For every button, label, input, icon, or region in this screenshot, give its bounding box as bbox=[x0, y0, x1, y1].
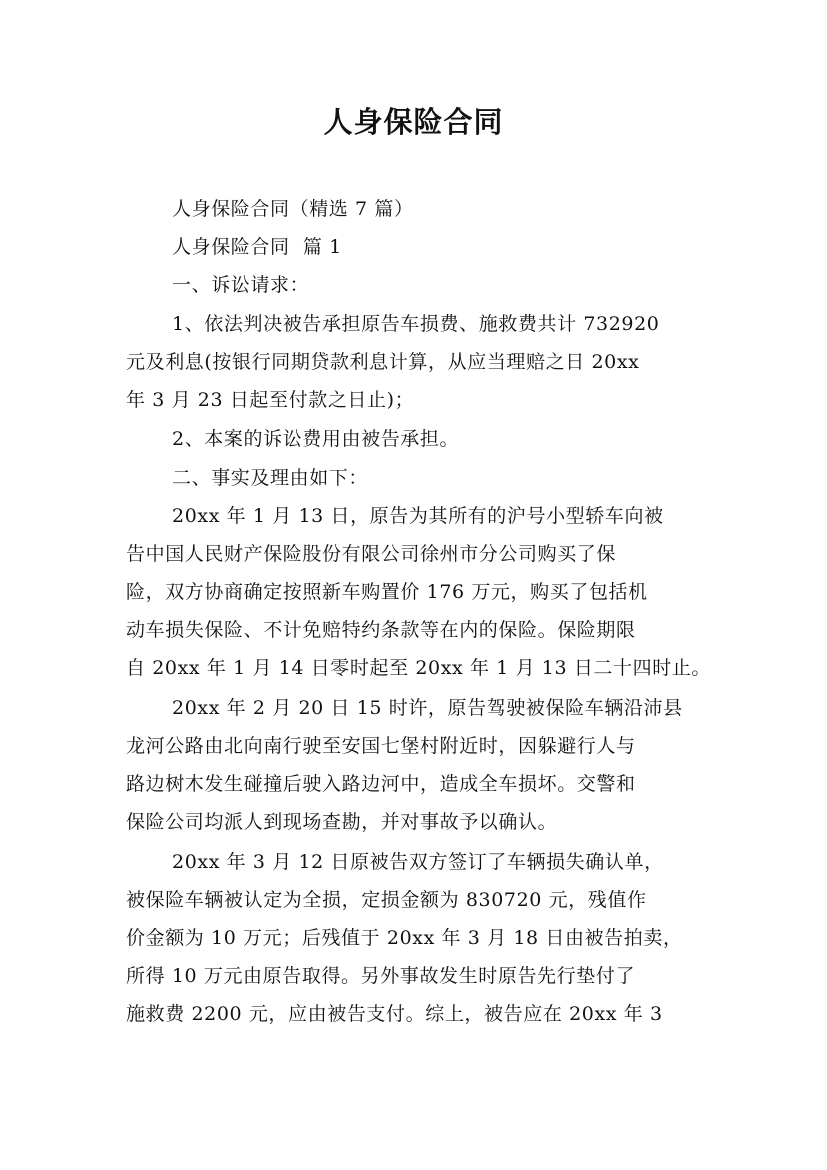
paragraph-claim-1 bbox=[126, 305, 702, 419]
text-line: 险，双方协商确定按照新车购置价 176 万元，购买了包括机 bbox=[126, 581, 648, 603]
text-line: 20xx 年 1 月 13 日，原告为其所有的沪号小型轿车向被 bbox=[172, 505, 664, 527]
text-line: 20xx 年 3 月 12 日原被告双方签订了车辆损失确认单， bbox=[172, 851, 664, 873]
text-line: 动车损失保险、不计免赔特约条款等在内的保险。保险期限 bbox=[126, 619, 636, 641]
text-line: 施救费 2200 元，应由被告支付。综上，被告应在 20xx 年 3 bbox=[126, 1003, 663, 1025]
paragraph-facts-1 bbox=[126, 497, 712, 687]
text-line: 人身保险合同 篇 1 bbox=[172, 236, 342, 258]
text-line: 保险公司均派人到现场查勘，并对事故予以确认。 bbox=[126, 811, 558, 833]
text-line: 龙河公路由北向南行驶至安国七堡村附近时，因躲避行人与 bbox=[126, 735, 636, 757]
text-line: 路边树木发生碰撞后驶入路边河中，造成全车损坏。交警和 bbox=[126, 773, 636, 795]
paragraph-claims-heading bbox=[126, 266, 702, 304]
paragraph-subtitle bbox=[126, 190, 702, 228]
text-line: 2、本案的诉讼费用由被告承担。 bbox=[172, 428, 460, 450]
text-line: 元及利息(按银行同期贷款利息计算，从应当理赔之日 20xx bbox=[126, 351, 640, 373]
text-line: 自 20xx 年 1 月 14 日零时起至 20xx 年 1 月 13 日二十四时止。 bbox=[126, 657, 712, 679]
paragraph-section-heading bbox=[126, 228, 702, 266]
text-line: 告中国人民财产保险股份有限公司徐州市分公司购买了保 bbox=[126, 543, 617, 565]
document-title: 人身保险合同 bbox=[323, 105, 504, 139]
paragraph-facts-3 bbox=[126, 843, 702, 1033]
text-line: 价金额为 10 万元；后残值于 20xx 年 3 月 18 日由被告拍卖， bbox=[126, 927, 683, 949]
text-line: 1、依法判决被告承担原告车损费、施救费共计 732920 bbox=[172, 313, 660, 335]
paragraph-facts-heading bbox=[126, 459, 702, 497]
text-line: 二、事实及理由如下： bbox=[172, 467, 369, 489]
text-line: 一、诉讼请求： bbox=[172, 274, 310, 296]
text-line: 年 3 月 23 日起至付款之日止)； bbox=[126, 389, 415, 411]
text-line: 被保险车辆被认定为全损，定损金额为 830720 元，残值作 bbox=[126, 889, 647, 911]
paragraph-claim-2 bbox=[126, 420, 702, 458]
text-line: 所得 10 万元由原告取得。另外事故发生时原告先行垫付了 bbox=[126, 965, 636, 987]
text-line: 人身保险合同（精选 7 篇） bbox=[172, 198, 414, 220]
text-line: 20xx 年 2 月 20 日 15 时许，原告驾驶被保险车辆沿沛县 bbox=[172, 697, 683, 719]
paragraph-facts-2 bbox=[126, 689, 702, 841]
